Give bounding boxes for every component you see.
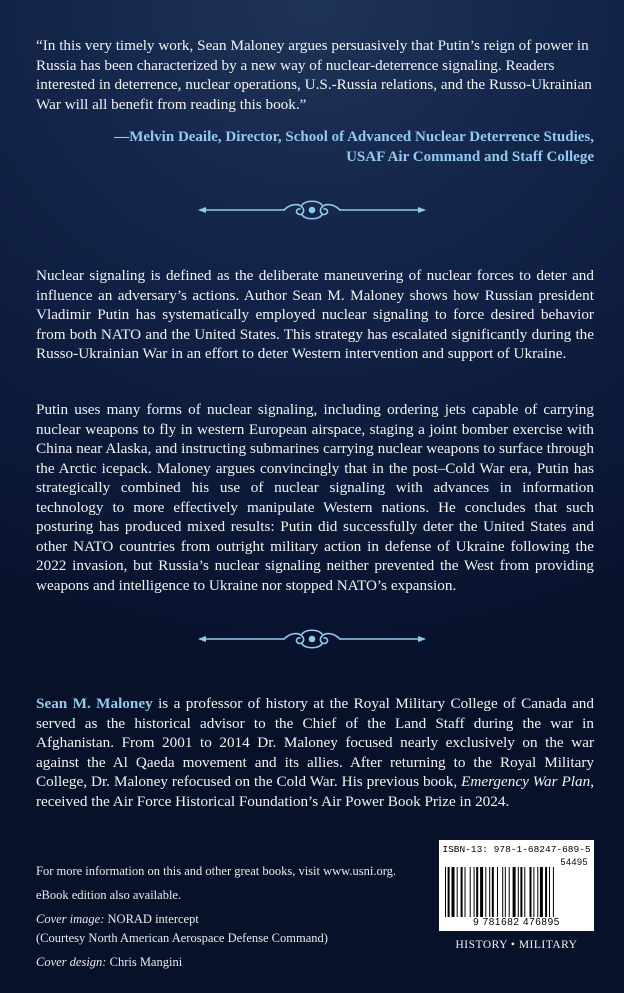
price-code: 54495: [560, 857, 588, 867]
cover-design-credit: [36, 955, 182, 970]
endorsement-attribution: [14, 127, 594, 167]
barcode-icon: [445, 867, 588, 917]
cover-image-label: Cover image:: [36, 912, 105, 926]
author-bio-text-end: , received the Air Force Historical Foundation’s Air Power Book Prize in 2024.: [36, 773, 594, 810]
previous-book-title: Emergency War Plan: [461, 773, 591, 790]
description-paragraph-1: Nuclear signaling is defined as the deliberate maneuvering of nuclear forces to deter and influence an adversary’s actions. Author Sean M. Maloney shows how Russian president Vladimir Putin has systematically employed nuclear signaling to force desired behavior from both NATO and the United States. This strategy has escalated significantly during the Russo-Ukrainian War in an effort to deter Western intervention and support of Ukraine.: [36, 267, 594, 362]
category-label: HISTORY • MILITARY: [455, 939, 578, 951]
cover-design-label: Cover design:: [36, 955, 107, 969]
isbn-label: ISBN-13: 978-1-68247-689-5: [442, 844, 591, 855]
barcode-block: [439, 840, 594, 931]
description-paragraph-2: Putin uses many forms of nuclear signaling, including ordering jets capable of carrying nuclear weapons to fly in western European airspace, staging a joint bomber exercise with China near Alaska, and instructing submarines carrying nuclear weapons to surface through the Arctic icepack. Maloney argues convincingly that in the post–Cold War era, Putin has strategically combined his use of nuclear signaling with advances in information technology to more effectively manipulate Western nations. He concludes that such posturing has produced mixed results: Putin did successfully deter the United States and other NATO countries from outright military action in defense of Ukraine following the 2022 invasion, but Russia’s nuclear signaling neither prevented the West from providing weapons and intelligence to Ukraine nor stopped NATO’s expansion.: [36, 401, 594, 594]
barcode-digits: 9 781682 476895: [473, 917, 560, 928]
endorsement-quote: “In this very timely work, Sean Maloney argues persuasively that Putin’s reign of power in Russia has been characterized by a new way of nuclear-deterrence signaling. Readers interested in deterrence, nuclear operations, U.S.-Russia relations, and the Russo-Ukrainian War will all benefit from reading this book.”: [36, 37, 592, 113]
attribution-line-2: USAF Air Command and Staff College: [346, 149, 594, 165]
ebook-text: eBook edition also available.: [36, 888, 182, 902]
cover-design-value: Chris Mangini: [106, 955, 183, 969]
author-bio: [36, 694, 594, 811]
author-name: Sean M. Maloney: [36, 695, 153, 712]
cover-image-value: NORAD intercept: [104, 912, 199, 926]
divider-ornament-icon: [198, 626, 426, 652]
more-info-text: For more information on this and other great books, visit www.usni.org.: [36, 864, 397, 878]
divider-ornament-icon: [198, 197, 426, 223]
cover-image-courtesy: (Courtesy North American Aerospace Defense Command): [36, 931, 328, 945]
author-bio-text: is a professor of history at the Royal Military College of Canada and served as the historical advisor to the Chief of the Land Staff during the war in Afghanistan. From 2001 to 2014 Dr. Maloney focused nearly exclusively on the war against the Al Qaeda movement and its allies. After returning to the Royal Military College, Dr. Maloney refocused on the Cold War. His previous book,: [36, 695, 594, 790]
attribution-line-1: —Melvin Deaile, Director, School of Advanced Nuclear Deterrence Studies,: [114, 129, 594, 145]
cover-image-credit: [36, 912, 199, 927]
